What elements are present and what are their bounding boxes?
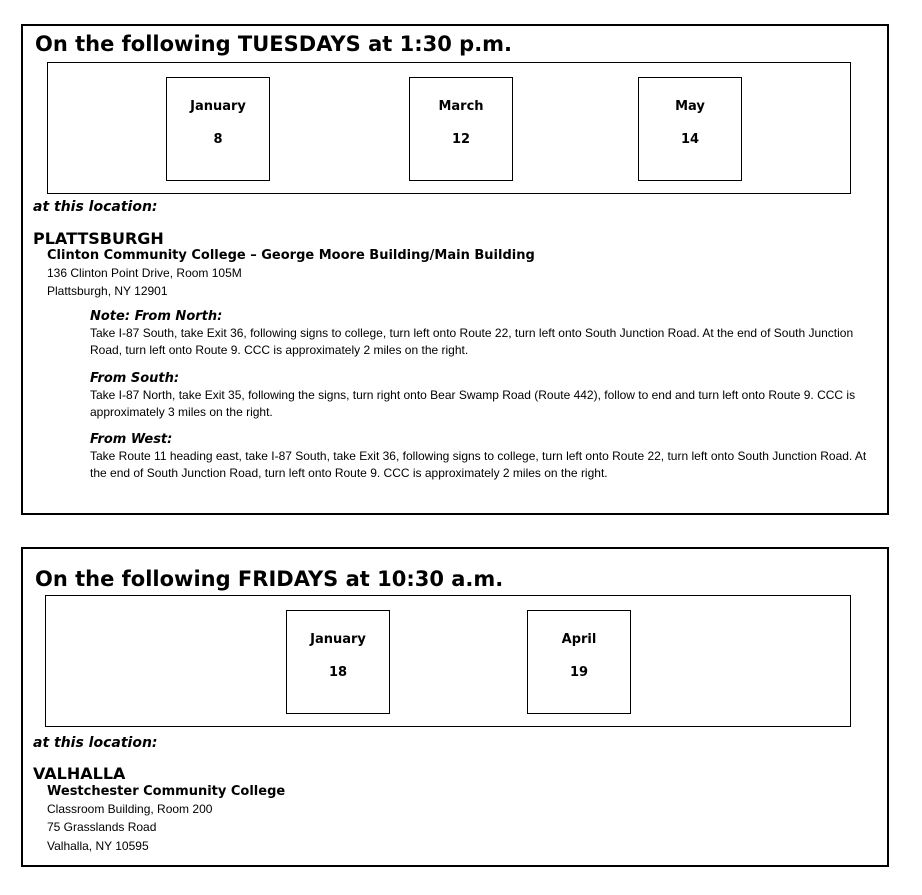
date-day: 8: [213, 132, 223, 147]
directions-title: From West:: [90, 432, 173, 447]
address-line: Plattsburgh, NY 12901: [47, 284, 168, 298]
fridays-section: [21, 547, 889, 867]
address-line: 75 Grasslands Road: [47, 820, 157, 834]
date-card-april: [527, 610, 631, 714]
directions-title: From South:: [90, 371, 180, 386]
directions-north: [90, 308, 880, 359]
tuesdays-section: [21, 24, 889, 515]
address-line: Valhalla, NY 10595: [47, 839, 149, 853]
venue-name: Westchester Community College: [47, 784, 286, 799]
city-name: PLATTSBURGH: [33, 229, 164, 248]
location-label: at this location:: [33, 199, 158, 215]
date-day: 14: [680, 132, 700, 147]
location-label: at this location:: [33, 735, 158, 751]
date-card-january: [286, 610, 390, 714]
address-line: Classroom Building, Room 200: [47, 802, 213, 816]
date-day: 19: [569, 665, 589, 680]
date-month: January: [310, 632, 366, 647]
directions-text: Take Route 11 heading east, take I-87 South, take Exit 36, following signs to college, turn left onto Route 22, turn left onto South Junction Road. At the end of South Junction Road, turn left onto Route 9. CCC is approximately 2 miles on the right.: [90, 449, 867, 480]
date-day: 12: [451, 132, 471, 147]
directions-text: Take I-87 South, take Exit 36, following signs to college, turn left onto Route 22, turn left onto South Junction Road. At the end of South Junction Road, turn left onto Route 9. CCC is approximately 2 miles on the right.: [90, 326, 854, 357]
date-card-january: [166, 77, 270, 181]
fridays-dates-box: [45, 595, 851, 727]
city-name: VALHALLA: [33, 764, 126, 783]
address-line: 136 Clinton Point Drive, Room 105M: [47, 266, 242, 280]
venue-name: Clinton Community College – George Moore Building/Main Building: [47, 248, 535, 263]
date-month: March: [438, 99, 484, 114]
date-month: January: [190, 99, 246, 114]
tuesdays-dates-box: [47, 62, 851, 194]
date-card-march: [409, 77, 513, 181]
date-card-may: [638, 77, 742, 181]
date-day: 18: [328, 665, 348, 680]
tuesdays-heading: On the following TUESDAYS at 1:30 p.m.: [35, 32, 513, 56]
directions-text: Take I-87 North, take Exit 35, following the signs, turn right onto Bear Swamp Road (Route 442), follow to end and turn left onto Route 9. CCC is approximately 3 miles on the right.: [90, 388, 856, 419]
directions-south: [90, 370, 880, 421]
date-month: April: [561, 632, 597, 647]
directions-west: [90, 431, 880, 482]
directions-title: Note: From North:: [90, 309, 223, 324]
fridays-heading: On the following FRIDAYS at 10:30 a.m.: [35, 567, 504, 591]
date-month: May: [675, 99, 705, 114]
